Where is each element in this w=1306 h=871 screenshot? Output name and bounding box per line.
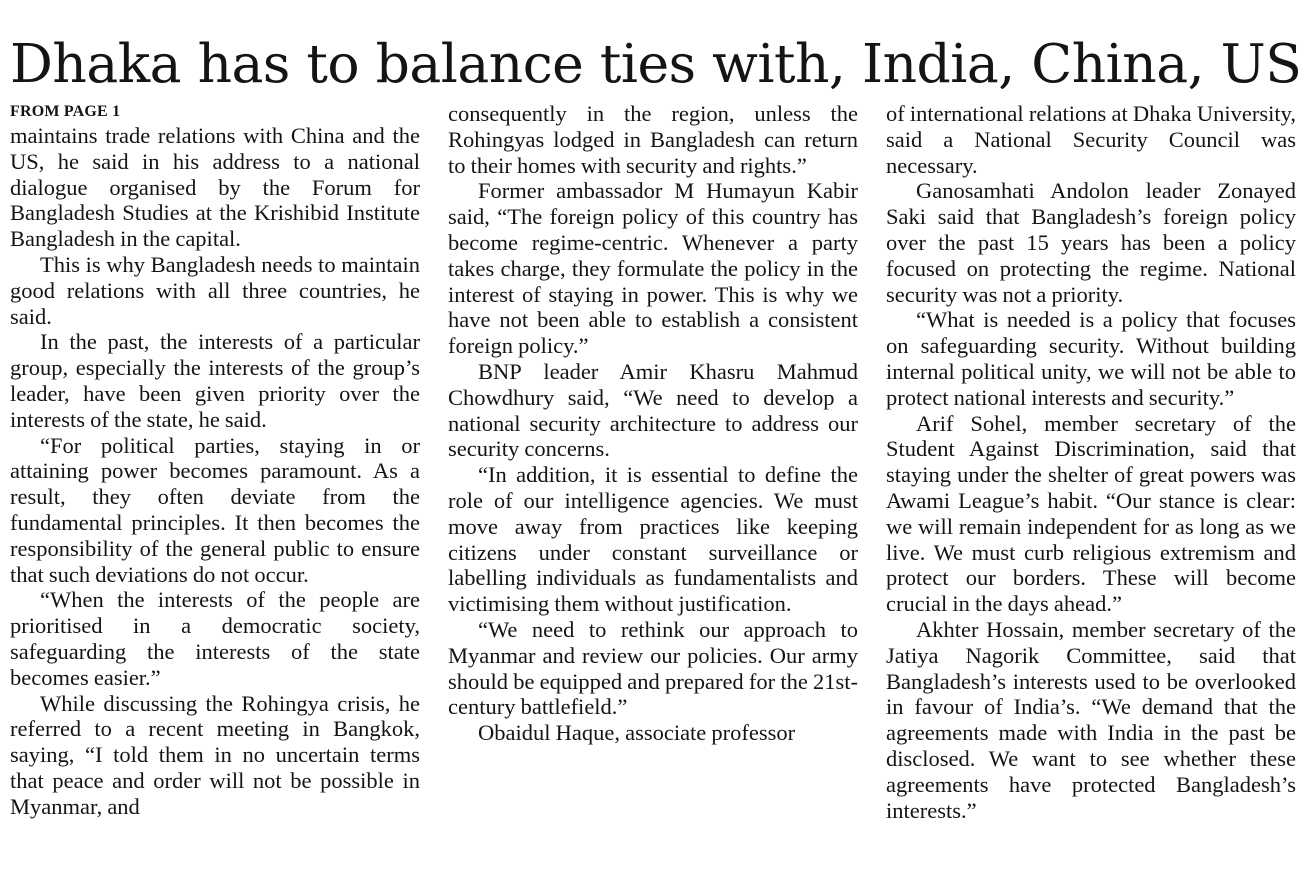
paragraph: BNP leader Amir Khasru Mahmud Chowdhury said, “We need to develop a national security architecture to address our security concerns. [448, 358, 858, 462]
column-2 [448, 101, 858, 746]
paragraph: consequently in the region, unless the Rohingyas lodged in Bangladesh can return to their homes with security and rights.” [448, 101, 858, 178]
paragraph: This is why Bangladesh needs to maintain good relations with all three countries, he said. [10, 251, 420, 329]
paragraph: “When the interests of the people are prioritised in a democratic society, safeguarding the interests of the state becomes easier.” [10, 587, 420, 690]
paragraph: Obaidul Haque, associate professor [478, 720, 796, 746]
paragraph: Ganosamhati Andolon leader Zonayed Saki said that Bangladesh’s foreign policy over the past 15 years has been a policy focused on protecting the regime. National security was not a priority. [886, 178, 1296, 307]
paragraph: Former ambassador M Humayun Kabir said, “The foreign policy of this country has become regime-centric. Whenever a party takes charge, they formulate the policy in the interest of staying in power. This is why we have not been able to establish a consistent foreign policy.” [448, 178, 858, 359]
paragraph: In the past, the interests of a particular group, especially the interests of the group’s leader, have been given priority over the interests of the state, he said. [10, 329, 420, 432]
paragraph: Arif Sohel, member secretary of the Student Against Discrimination, said that staying under the shelter of great powers was Awami League’s habit. “Our stance is clear: we will remain independent for as long as we live. We must curb religious extremism and protect our borders. These will become crucial in the days ahead.” [886, 410, 1296, 617]
paragraph: of international relations at Dhaka University, said a National Security Council was necessary. [886, 101, 1296, 178]
continuation-kicker: FROM PAGE 1 [10, 103, 121, 120]
paragraph: Akhter Hossain, member secretary of the Jatiya Nagorik Committee, said that Bangladesh’s interests used to be overlooked in favour of India’s. “We demand that the agreements made with India in the past be disclosed. We want to see whether these agreements have protected Bangladesh’s interests.” [886, 616, 1296, 823]
paragraph: maintains trade relations with China and the US, he said in his address to a national dialogue organised by the Forum for Bangladesh Studies at the Krishibid Institute Bangladesh in the capital. [10, 123, 420, 252]
paragraph: “In addition, it is essential to define the role of our intelligence agencies. We must move away from practices like keeping citizens under constant surveillance or labelling individuals as fundamentalists and victimising them without justification. [448, 462, 858, 617]
paragraph: “We need to rethink our approach to Myanmar and review our policies. Our army should be equipped and prepared for the 21st-century battlefield.” [448, 616, 858, 720]
paragraph: “For political parties, staying in or attaining power becomes paramount. As a result, they often deviate from the fundamental principles. It then becomes the responsibility of the general public to ensure that such deviations do not occur. [10, 432, 420, 587]
headline: Dhaka has to balance ties with, India, China, US [10, 32, 1302, 95]
column-1 [10, 101, 420, 820]
paragraph: While discussing the Rohingya crisis, he referred to a recent meeting in Bangkok, saying, “I told them in no uncertain terms that peace and order will not be possible in Myanmar, and [10, 690, 420, 819]
column-3 [886, 101, 1296, 823]
paragraph: “What is needed is a policy that focuses on safeguarding security. Without building internal political unity, we will not be able to protect national interests and security.” [886, 307, 1296, 410]
